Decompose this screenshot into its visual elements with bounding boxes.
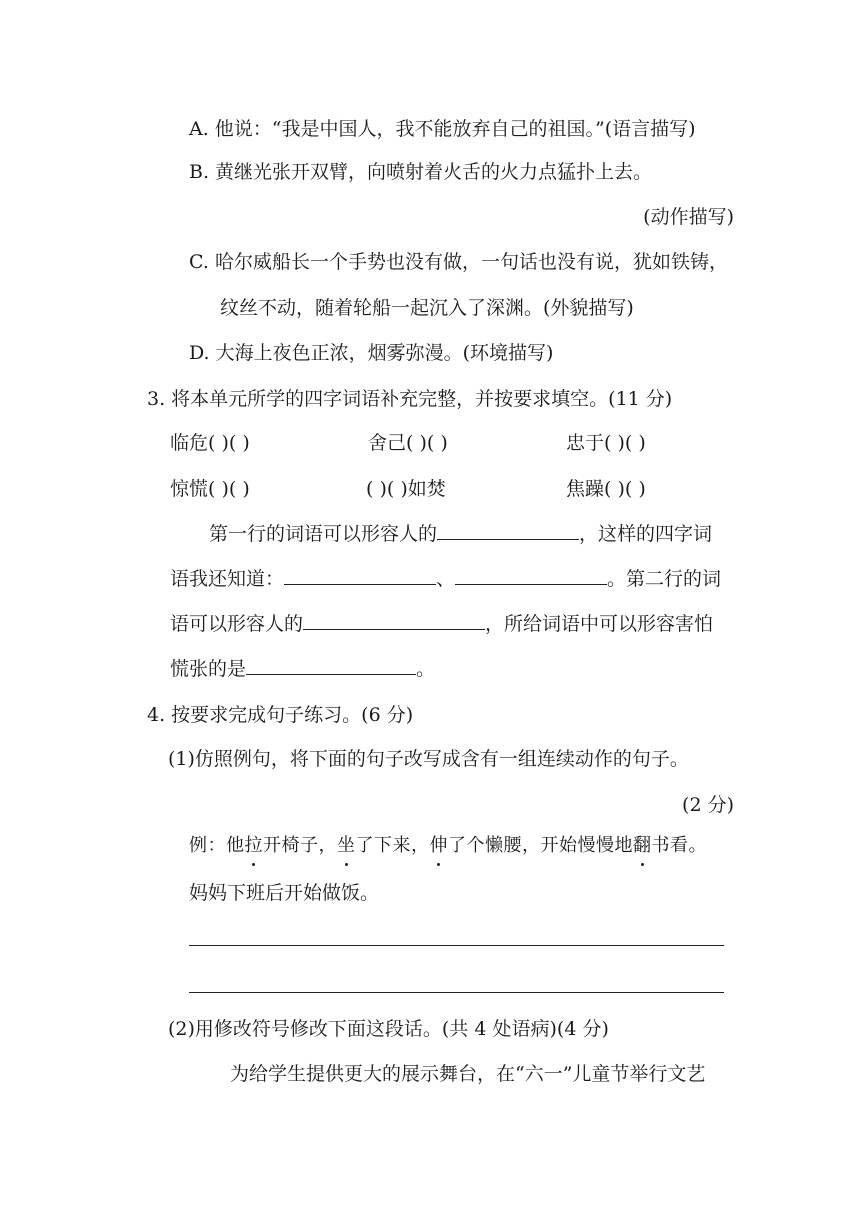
q3-text: 。 — [416, 658, 436, 680]
sub-question-1-score: (2 分) — [682, 794, 734, 816]
answer-blank[interactable] — [284, 566, 436, 585]
idiom-blank-4: 惊慌( )( ) — [170, 478, 250, 500]
example-seg-1: 拉 — [245, 833, 264, 859]
answer-blank[interactable] — [437, 521, 579, 540]
option-a: A. 他说：“我是中国人，我不能放弃自己的祖国。”(语言描写) — [189, 118, 696, 140]
example-seg-8: 书看。 — [651, 835, 707, 856]
q3-paragraph-line4 — [170, 656, 435, 682]
sub-question-2: (2)用修改符号修改下面这段话。(共 4 处语病)(4 分) — [168, 1018, 609, 1040]
example-sentence — [189, 833, 707, 859]
q3-text: 语我还知道： — [170, 568, 285, 590]
q3-paragraph-line3 — [170, 611, 713, 637]
sub-question-1: (1)仿照例句，将下面的句子改写成含有一组连续动作的句子。 — [168, 748, 689, 770]
question-4-title: 4. 按要求完成句子练习。(6 分) — [147, 704, 414, 726]
q3-paragraph-line2 — [170, 566, 721, 592]
sentence-to-rewrite: 妈妈下班后开始做饭。 — [189, 882, 380, 904]
example-seg-2: 开椅子， — [263, 835, 337, 856]
example-seg-5: 伸 — [430, 833, 449, 859]
q3-paragraph-line1 — [209, 521, 712, 547]
q3-text: 语可以形容人的 — [170, 613, 304, 635]
idiom-blank-1: 临危( )( ) — [170, 432, 250, 454]
idiom-blank-2: 舍己( )( ) — [368, 432, 448, 454]
q3-text: 慌张的是 — [170, 658, 247, 680]
q3-text: 、 — [436, 568, 456, 590]
example-seg-7: 翻 — [633, 833, 652, 859]
option-c-line1: C. 哈尔威船长一个手势也没有做，一句话也没有说，犹如铁铸， — [189, 251, 728, 273]
idiom-blank-5: ( )( )如焚 — [366, 478, 446, 500]
option-b: B. 黄继光张开双臂，向喷射着火舌的火力点猛扑上去。 — [189, 161, 653, 183]
answer-blank[interactable] — [455, 566, 607, 585]
answer-line-1[interactable] — [189, 945, 724, 946]
q3-text: 。第二行的词 — [607, 568, 722, 590]
answer-line-2[interactable] — [189, 992, 724, 993]
q3-text: ，所给词语中可以形容害怕 — [485, 613, 714, 635]
example-seg-0: 例：他 — [189, 835, 245, 856]
passage-text: 为给学生提供更大的展示舞台，在“六一”儿童节举行文艺 — [230, 1063, 706, 1085]
example-seg-4: 了下来， — [355, 835, 430, 856]
answer-blank[interactable] — [303, 611, 485, 630]
q3-text: ，这样的四字词 — [579, 523, 713, 545]
option-c-line2: 纹丝不动，随着轮船一起沉入了深渊。(外貌描写) — [220, 297, 634, 319]
idiom-blank-6: 焦躁( )( ) — [566, 478, 646, 500]
option-d: D. 大海上夜色正浓，烟雾弥漫。(环境描写) — [189, 342, 554, 364]
question-3-title: 3. 将本单元所学的四字词语补充完整，并按要求填空。(11 分) — [147, 388, 673, 410]
q3-text: 第一行的词语可以形容人的 — [209, 523, 438, 545]
example-seg-3: 坐 — [337, 833, 356, 859]
idiom-blank-3: 忠于( )( ) — [566, 432, 646, 454]
example-seg-6: 了个懒腰，开始慢慢地 — [448, 835, 633, 856]
option-b-tag: (动作描写) — [643, 206, 734, 228]
answer-blank[interactable] — [246, 656, 416, 675]
